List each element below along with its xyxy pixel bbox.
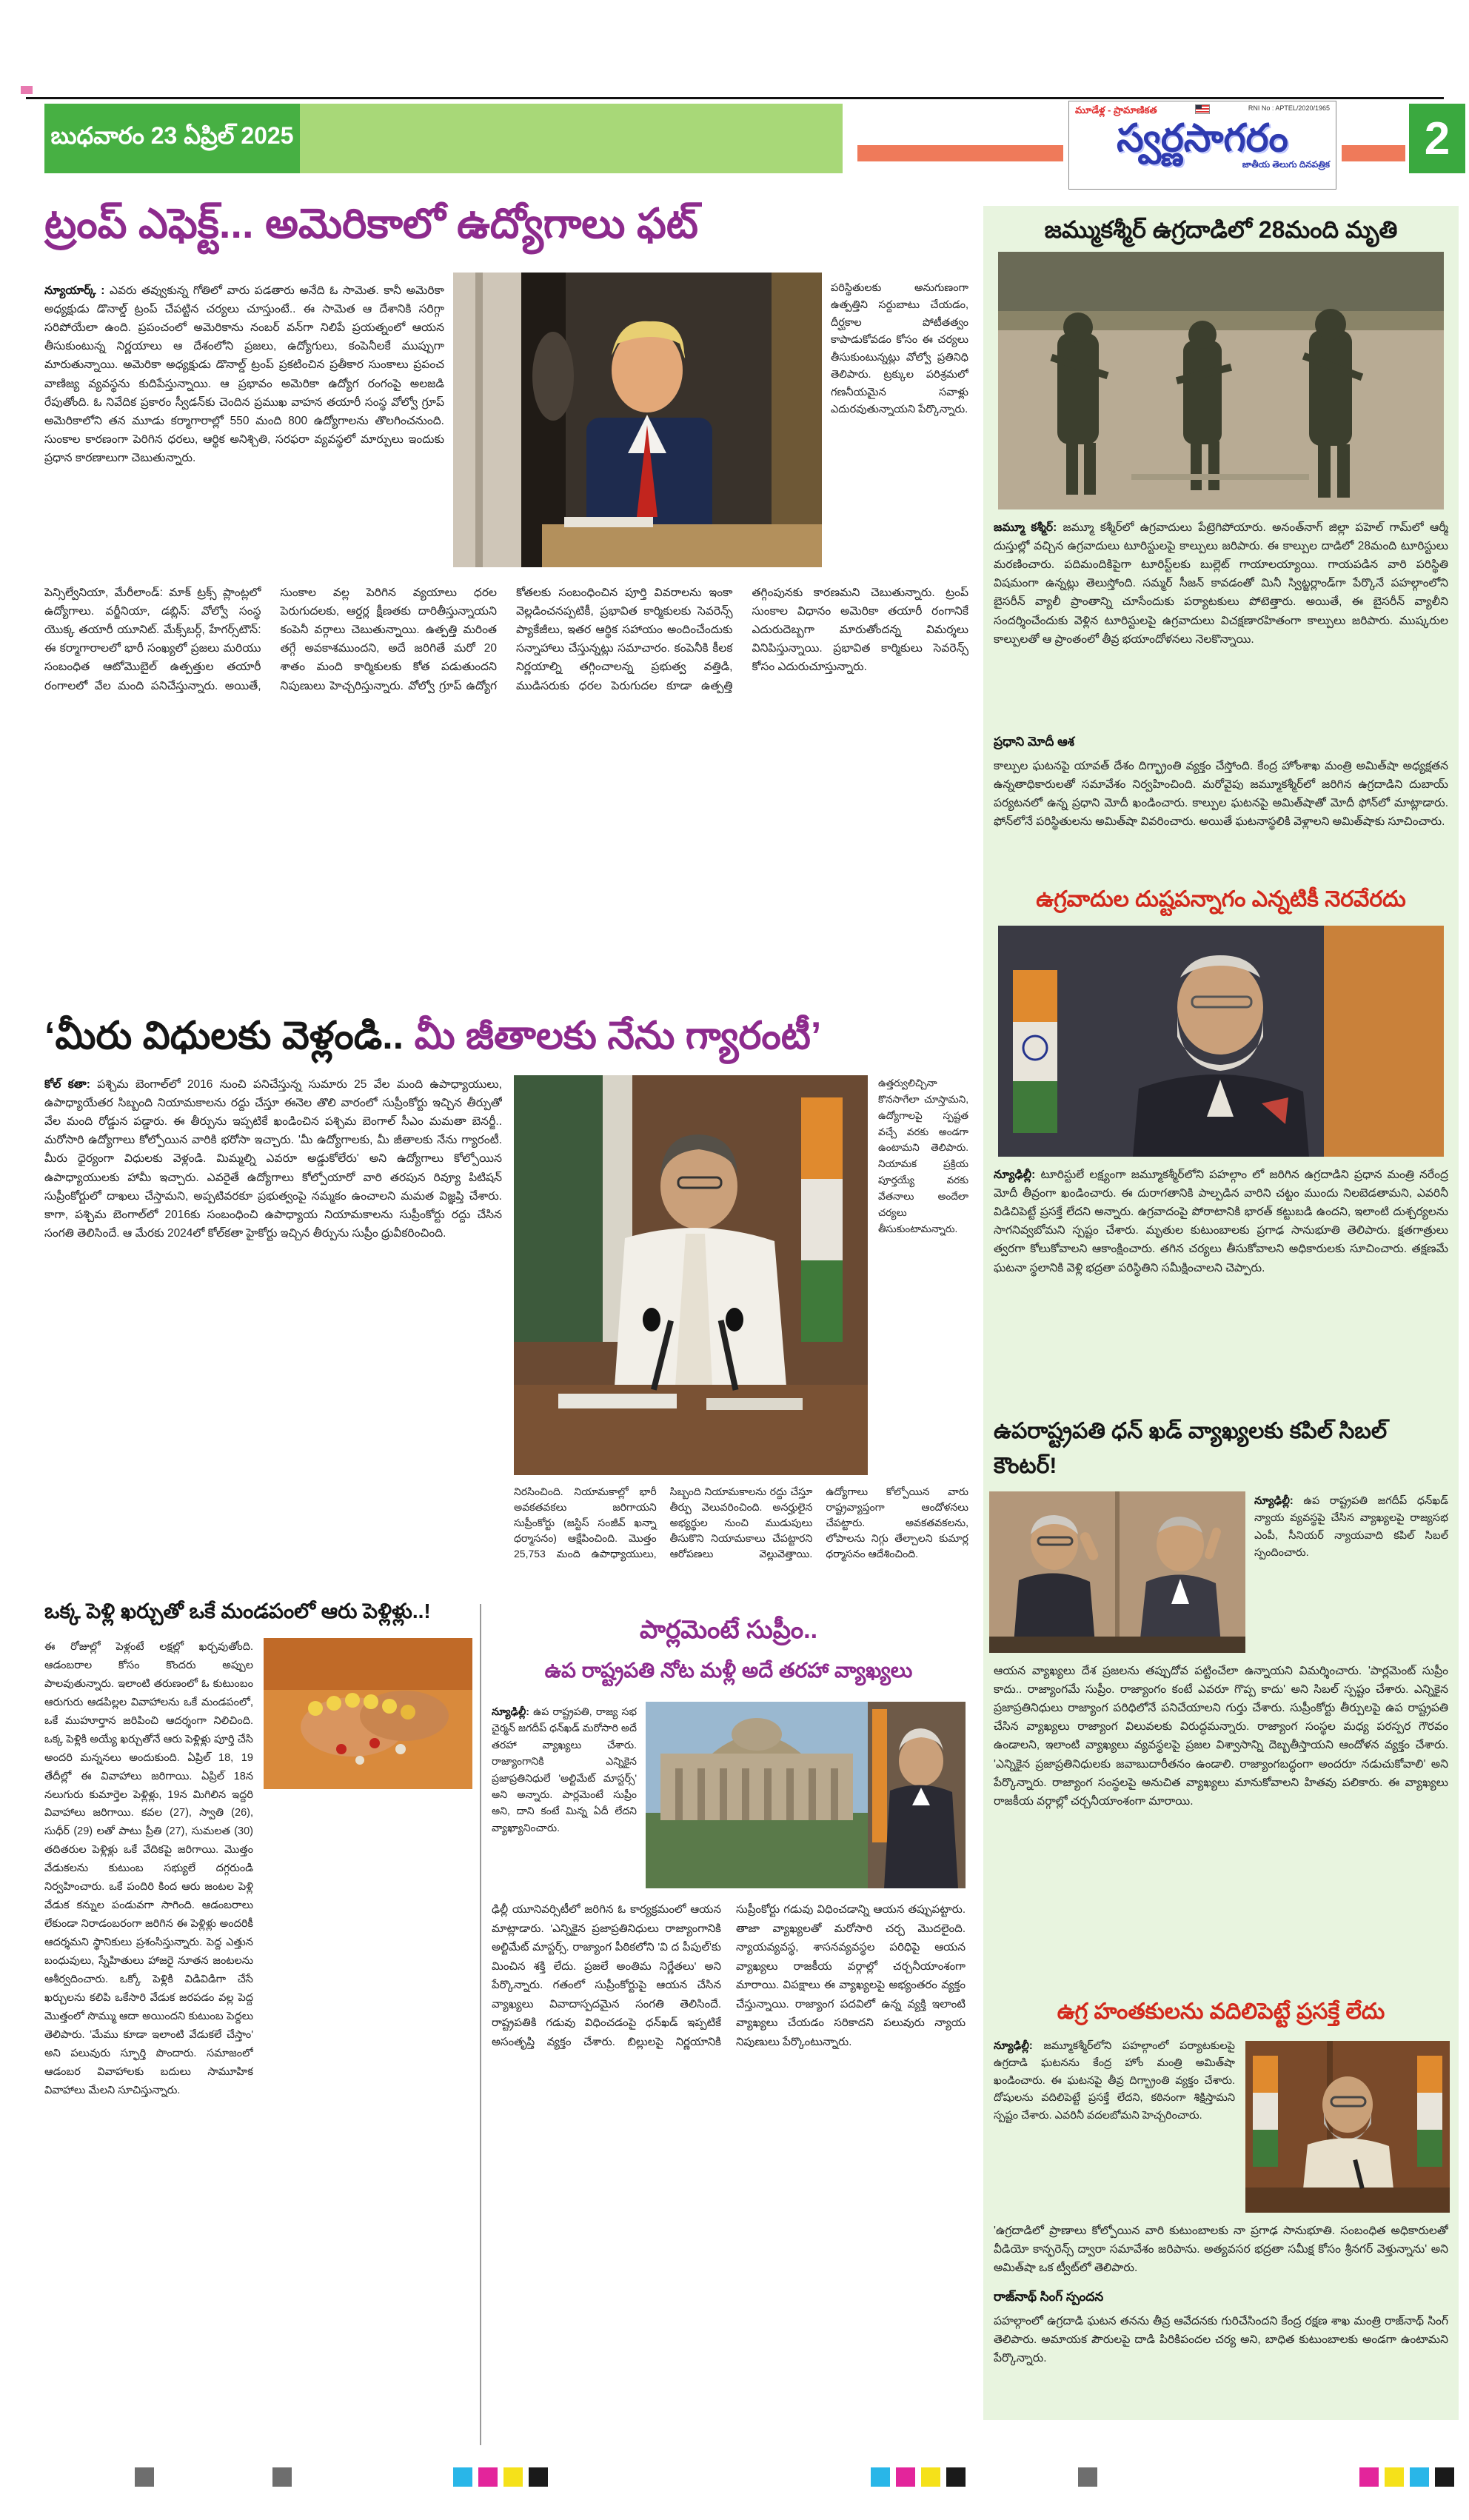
parliament-body-bottom: ఢిల్లీ యూనివర్సిటీలో జరిగిన ఓ కార్యక్రమంలో ఆయన మాట్లాడారు. 'ఎన్నికైన ప్రజాప్రతినిధులు రాజ్యాంగానికి అల్టిమేట్ మాస్టర్స్. రాజ్యాంగ పీఠికలోని 'వి ద పీపుల్'కు మించిన శక్తి లేదు. ప్రజలే అంతిమ నిర్ణేతలు' అని పేర్కొన్నారు. గతంలో సుప్రీంకోర్టుపై ఆయన చేసిన వ్యాఖ్యలు వివాదాస్పదమైన సంగతి తెలిసిందే. రాష్ట్రపతికి గడువు విధించడంపై ధన్‌ఖడ్ ఇప్పటికే అసంతృప్తి వ్యక్తం చేశారు. బిల్లులపై నిర్ణయానికి సుప్రీంకోర్టు గడువు విధించడాన్ని ఆయన తప్పుపట్టారు. తాజా వ్యాఖ్యలతో మరోసారి చర్చ మొదలైంది. న్యాయవ్యవస్థ, శాసనవ్యవస్థల పరిధిపై ఆయన వ్యాఖ్యలు రాజకీయ వర్గాల్లో చర్చనీయాంశంగా మారాయి. విపక్షాలు ఈ వ్యాఖ్యలపై అభ్యంతరం వ్యక్తం చేస్తున్నాయి. రాజ్యాంగ పదవిలో ఉన్న వ్యక్తి ఇలాంటి వ్యాఖ్యలు చేయడం సరికాదని పలువురు న్యాయ నిపుణులు పేర్కొంటున్నారు. — [492, 1903, 966, 2048]
print-mark-cyan — [871, 2467, 890, 2487]
column-divider — [480, 1604, 481, 2445]
sibal-dhankhar-photo — [989, 1491, 1245, 1653]
wedding-photo — [264, 1638, 472, 1789]
modi-dateline: న్యూఢిల్లీ: — [994, 1169, 1041, 1181]
sibal-body-side: న్యూఢిల్లీ: ఉప రాష్ట్రపతి జగదీప్ ధన్‌ఖడ్ న్యాయ వ్యవస్థపై చేసిన వ్యాఖ్యలపై రాజ్యసభ ఎంపీ, సీనియర్ న్యాయవాది కపిల్ సిబల్ స్పందించారు. — [1254, 1495, 1448, 1560]
mamata-headline-purple: మీ జీతాలకు నేను గ్యారంటీ’ — [414, 1015, 822, 1057]
print-mark-black — [1435, 2467, 1454, 2487]
date-bar — [44, 104, 300, 173]
print-mark-magenta — [1359, 2467, 1379, 2487]
print-mark-black — [946, 2467, 966, 2487]
trump-body-left: న్యూయార్క్ : ఎవరు తవ్వుకున్న గోతిలో వారు పడతారు అనేది ఓ సామెత. కానీ అమెరికా అధ్యక్షుడు డొనాల్డ్ ట్రంప్ చేపట్టిన చర్యలు చూస్తుంటే.. ఈ సామెత ఆ దేశానికి సరిగ్గా సరిపోయేలా ఉంది. ప్రపంచంలో అమెరికాను నంబర్ వన్‌గా నిలిపే ప్రయత్నంలో ఆయన తీసుకుంటున్న నిర్ణయాలు ఆ దేశంలోని ప్రజలు, ఉద్యోగులు, కంపెనీలకే ముప్పుగా మారుతున్నాయి. అమెరికా అధ్యక్షుడు డొనాల్డ్ ట్రంప్ ప్రకటించిన ప్రతీకార సుంకాలు ప్రపంచ వాణిజ్య వ్యవస్థను కుదిపేస్తున్నాయి. ఆ ప్రభావం అమెరికా ఉద్యోగ రంగంపై అలజడి రేపుతోంది. ఓ నివేదిక ప్రకారం స్వీడన్‌కు చెందిన ప్రముఖ వాహన తయారీ సంస్థ వోల్వో గ్రూప్ అమెరికాలోని తన మూడు కర్మాగారాల్లో 550 మంది 800 ఉద్యోగాలను తొలగించనుంది. సుంకాల కారణంగా పెరిగిన ధరలు, ఆర్థిక అనిశ్చితి, సరఫరా వ్యవస్థలో మార్పులు ఇందుకు ప్రధాన కారణాలుగా చెబుతున్నారు. — [44, 284, 444, 464]
masthead-right-bar — [1342, 145, 1405, 161]
kashmir-subhead: ప్రధాని మోదీ ఆశ — [994, 735, 1074, 749]
modi-body: న్యూఢిల్లీ: టూరిస్టులే లక్ష్యంగా జమ్మూకశ్మీర్‌లోని పహల్గాం లో జరిగిన ఉగ్రదాడిని ప్రధాన మంత్రి నరేంద్ర మోదీ తీవ్రంగా ఖండించారు. ఈ దురాగతానికి పాల్పడిన వారిని చట్టం ముందు నిలబెడతామని, ఎవరినీ విడిచిపెట్టే ప్రసక్తే లేదని అన్నారు. ఉగ్రవాదంపై పోరాటానికి భారత్ కట్టుబడి ఉందని, ఇలాంటి దుశ్చర్యలను సాగనివ్వబోమని స్పష్టం చేశారు. మృతుల కుటుంబాలకు ప్రగాఢ సానుభూతి తెలిపారు. క్షతగాత్రులు త్వరగా కోలుకోవాలని ఆకాంక్షించారు. తగిన చర్యలు తీసుకోవాలని అధికారులకు సూచించారు. తక్షణమే ఘటనా స్థలానికి వెళ్లి భద్రతా పరిస్థితిని సమీక్షించాలని చెప్పారు. — [994, 1169, 1448, 1274]
mamata-dateline: కోల్ కతా: — [44, 1078, 98, 1091]
shah-dateline: న్యూఢిల్లీ: — [994, 2040, 1044, 2052]
wedding-body: ఈ రోజుల్లో పెళ్లంటే లక్షల్లో ఖర్చవుతోంది. ఆడంబరాల కోసం కొందరు అప్పుల పాలవుతున్నారు. ఇలాంటి తరుణంలో ఓ కుటుంబం ఆరుగురు ఆడపిల్లల వివాహాలను ఒకే మండపంలో, ఒకే ముహూర్తాన జరిపించి ఆదర్శంగా నిలిచింది. ఒక్క పెళ్లికి అయ్యే ఖర్చుతోనే ఆరు పెళ్లిళ్లు పూర్తి చేసి అందరి మన్ననలు అందుకుంది. ఏప్రిల్ 18, 19 తేదీల్లో ఈ వివాహాలు జరిగాయి. ఏప్రిల్ 18న నలుగురు కుమార్తెల పెళ్లిళ్లు, 19న మిగిలిన ఇద్దరి వివాహాలు జరిగాయి. కవల (27), స్వాతి (26), సుధీర్ (29) లతో పాటు ప్రీతి (27), సుమలత (30) తదితరుల పెళ్లిళ్లు ఒకే వేదికపై జరిగాయి. మొత్తం వేడుకలను కుటుంబ సభ్యులే దగ్గరుండి నిర్వహించారు. ఒకే పందిరి కింద ఆరు జంటల పెళ్లి వేడుక కన్నుల పండువగా సాగింది. ఆడంబరాలు లేకుండా నిరాడంబరంగా జరిగిన ఈ పెళ్లిళ్లు అందరికీ ఆదర్శమని స్థానికులు ప్రశంసిస్తున్నారు. పెద్ద ఎత్తున బంధువులు, స్నేహితులు హాజరై నూతన జంటలను ఆశీర్వదించారు. ఒక్కో పెళ్లికి విడివిడిగా చేసే ఖర్చులను కలిపి ఒకేసారి వేడుక జరపడం వల్ల పెద్ద మొత్తంలో సొమ్ము ఆదా అయిందని కుటుంబ పెద్దలు తెలిపారు. 'మేము కూడా ఇలాంటి వేడుకలే చేస్తాం' అని పలువురు స్ఫూర్తి పొందారు. సమాజంలో ఆడంబర వివాహాలకు బదులు సామూహిక వివాహాలు మేలని సూచిస్తున్నారు. — [44, 1641, 253, 2096]
print-mark-cyan — [453, 2467, 472, 2487]
print-mark-magenta — [478, 2467, 498, 2487]
trump-photo — [453, 273, 822, 567]
print-mark-yellow — [921, 2467, 940, 2487]
sibal-headline: ఉపరాష్ట్రపతి ధన్ ఖడ్ వ్యాఖ్యలకు కపిల్ సిబల్ కౌంటర్! — [994, 1419, 1388, 1478]
masthead-left-bar — [857, 145, 1063, 161]
page-number-box — [1409, 104, 1465, 173]
print-mark-magenta — [896, 2467, 915, 2487]
print-mark-gray — [1078, 2467, 1097, 2487]
mamata-headline — [44, 1012, 970, 1069]
mamata-body-right: ఉత్తర్వులిచ్చినా కొనసాగేలా చూస్తామని, ఉద్యోగాలపై స్పష్టత వచ్చే వరకు అండగా ఉంటామని తెలిపారు. నియామక ప్రక్రియ పూర్తయ్యే వరకు వేతనాలు అందేలా చర్యలు తీసుకుంటామన్నారు. — [878, 1077, 968, 1234]
rajnath-subhead: రాజ్‌నాథ్ సింగ్ స్పందన — [994, 2290, 1104, 2304]
print-mark-gray — [135, 2467, 154, 2487]
mamata-photo — [514, 1075, 868, 1475]
kashmir-dateline: జమ్మూ కశ్మీర్: — [994, 521, 1063, 534]
parliament-dateline: న్యూఢిల్లీ: — [492, 1705, 534, 1717]
trump-body-right: పరిస్థితులకు అనుగుణంగా ఉత్పత్తిని సర్దుబాటు చేయడం, దీర్ఘకాల పోటీతత్వం కాపాడుకోవడం కోసం ఈ చర్యలు తీసుకుంటున్నట్లు వోల్వో ప్రతినిధి తెలిపారు. ట్రక్కుల పరిశ్రమలో గణనీయమైన సవాళ్లు ఎదురవుతున్నాయని పేర్కొన్నారు. — [831, 282, 968, 416]
kashmir-body-2: కాల్పుల ఘటనపై యావత్ దేశం దిగ్భ్రాంతి వ్యక్తం చేస్తోంది. కేంద్ర హోంశాఖ మంత్రి అమిత్‌షా అధ్యక్షతన ఉన్నతాధికారులతో సమావేశం నిర్వహించింది. మరోవైపు జమ్మూకశ్మీర్‌లో జరిగిన ఉగ్రదాడిని దుబాయ్ పర్యటనలో ఉన్న ప్రధాని మోదీ ఖండించారు. కాల్పుల ఘటనపై అమిత్‌షాతో మోదీ ఫోన్‌లో మాట్లాడారు. ఫోన్‌లోనే పరిస్థితులను అమిత్‌షా వివరించారు. అయితే ఘటనాస్థలికి వెళ్లాలని అమిత్‌షాకు సూచించారు. — [994, 760, 1448, 829]
trump-dateline: న్యూయార్క్ : — [44, 284, 110, 297]
masthead-tagline-bottom: జాతీయ తెలుగు దినపత్రిక — [1242, 158, 1330, 170]
page-date: బుధవారం 23 ఏప్రిల్ 2025 — [50, 121, 294, 149]
trump-headline: ట్రంప్ ఎఫెక్ట్... అమెరికాలో ఉద్యోగాలు ఫట్ — [44, 200, 698, 247]
kashmir-body-1: జమ్మూ కశ్మీర్: జమ్మూ కశ్మీర్‌లో ఉగ్రవాదులు పేట్రెగిపోయారు. అనంత్‌నాగ్ జిల్లా పహెల్ గామ్‌లో ఆర్మీ దుస్తుల్లో వచ్చిన ఉగ్రవాదులు టూరిస్టులపై కాల్పులు జరిపారు. ఈ కాల్పుల దాడిలో 28మంది టూరిస్టులు మరణించారు. పదిమందికిపైగా టూరిస్ట్‌లకు బుల్లెట్ గాయాలయ్యాయి. గాయపడిన వారి పరిస్థితి విషమంగా ఉన్నట్లు తెలుస్తోంది. సమ్మర్ సీజన్ కావడంతో మినీ స్విట్జర్లాండ్‌గా పేర్కొనే పహల్గాంలోని బైసరీన్ వ్యాలీ ప్రాంతాన్ని చూసేందుకు పర్యాటకులు పోటెత్తారు. అయితే, ఈ బైసరీన్ వ్యాలీని సందర్శించేందుకు వెళ్లిన టూరిస్టులపై ఉగ్రవాదులు విచక్షణారహితంగా కాల్పులు జరిపారు. ముష్కరుల కాల్పులతో ఆ ప్రాంతంలో తీవ్ర భయాందోళనలు నెలకొన్నాయి. — [994, 521, 1448, 646]
print-mark-cyan — [1410, 2467, 1429, 2487]
wedding-article — [44, 1638, 472, 2447]
registration-mark-topleft — [21, 86, 33, 94]
shah-body-cont: 'ఉగ్రదాడిలో ప్రాణాలు కోల్పోయిన వారి కుటుంబాలకు నా ప్రగాఢ సానుభూతి. సంబంధిత అధికారులతో వీడియో కాన్ఫరెన్స్ ద్వారా సమావేశం జరిపాను. అత్యవసర భద్రతా సమీక్ష కోసం శ్రీనగర్ వెళ్తున్నాను' అని అమిత్‌షా ఒక ట్వీట్‌లో తెలిపారు. — [994, 2225, 1448, 2275]
date-bar-extension — [300, 104, 843, 173]
sibal-dateline: న్యూఢిల్లీ: — [1254, 1495, 1304, 1507]
page-number: 2 — [1424, 113, 1450, 164]
wedding-headline: ఒక్క పెళ్లి ఖర్చుతో ఒకే మండపంలో ఆరు పెళ్లిళ్లు..! — [44, 1600, 431, 1622]
parliament-headline-1: పార్లమెంటే సుప్రీం.. — [639, 1616, 818, 1644]
parliament-headline-2: ఉప రాష్ట్రపతి నోట మళ్లీ అదే తరహా వ్యాఖ్యలు — [544, 1659, 913, 1682]
print-mark-yellow — [1385, 2467, 1404, 2487]
print-mark-black — [529, 2467, 548, 2487]
mamata-body-bottom: నిరసించింది. నియామకాల్లో భారీ అవకతవకలు జరిగాయని సుప్రీంకోర్టు (జస్టిస్ సంజీవ్ ఖన్నా ధర్మాసనం) ఆక్షేపించింది. మొత్తం 25,753 మంది ఉపాధ్యాయులు, సిబ్బంది నియామకాలను రద్దు చేస్తూ తీర్పు వెలువరించింది. అనర్హులైన అభ్యర్థుల నుంచి ముడుపులు తీసుకొని నియామకాలు చేపట్టారని ఆరోపణలు వెల్లువెత్తాయి. ఉద్యోగాలు కోల్పోయిన వారు రాష్ట్రవ్యాప్తంగా ఆందోళనలు చేపట్టారు. అవకతవకలను, లోపాలను నిగ్గు తేల్చాలని కుమార్ల ధర్మాసనం ఆదేశించింది. — [514, 1485, 968, 1560]
masthead-tagline-top: మూడేళ్ల - ప్రామాణికత — [1075, 104, 1157, 116]
trump-body-bottom: పెన్సిల్వేనియా, మేరీలాండ్: మాక్ ట్రక్స్ ప్లాంట్లలో ఉద్యోగాలు. వర్జీనియా, డబ్లిన్: వోల్వో సంస్థ యొక్క తయారీ యూనిట్. మేక్స్‌బర్గ్, హేగర్స్‌టౌన్: ఈ కర్మాగారాలలో భారీ సంఖ్యలో ప్రజలు మరియు సంబంధిత ఆటోమొబైల్ ఉత్పత్తుల తయారీ రంగాలలో వేల మంది పనిచేస్తున్నారు. అయితే, సుంకాల వల్ల పెరిగిన వ్యయాలు ధరల పెరుగుదలకు, ఆర్డర్ల క్షీణతకు దారితీస్తున్నాయని కంపెనీ వర్గాలు చెబుతున్నాయి. ఉత్పత్తి మరింత తగ్గే అవకాశముందని, అదే జరిగితే మరో 20 శాతం మంది కార్మికులకు కోత పడుతుందని నిపుణులు హెచ్చరిస్తున్నారు. వోల్వో గ్రూప్ ఉద్యోగ కోతలకు సంబంధించిన పూర్తి వివరాలను ఇంకా వెల్లడించనప్పటికీ, ప్రభావిత కార్మికులకు సెవరెన్స్ ప్యాకేజీలు, ఇతర ఆర్థిక సహాయం అందించేందుకు సన్నాహాలు చేస్తున్నట్లు సమాచారం. కంపెనీకి కీలక నిర్ణయాల్ని తగ్గించాలన్న ప్రభుత్వ వత్తిడి, ముడిసరుకు ధరల పెరుగుదల కూడా ఉత్పత్తి తగ్గింపునకు కారణమని చెబుతున్నారు. ట్రంప్ సుంకాల విధానం అమెరికా తయారీ రంగానికే ఎదురుదెబ్బగా మారుతోందన్న విమర్శలు వినిపిస్తున్నాయి. ప్రభావిత కార్మికులు సెవరెన్స్ కోసం ఎదురుచూస్తున్నారు. — [44, 586, 968, 692]
rajnath-body: పహల్గాంలో ఉగ్రదాడి ఘటన తనను తీవ్ర ఆవేదనకు గురిచేసిందని కేంద్ర రక్షణ శాఖ మంత్రి రాజ్‌నాథ్ సింగ్ తెలిపారు. అమాయక పౌరులపై దాడి పిరికిపందల చర్య అని, బాధిత కుటుంబాలకు అండగా ఉంటామని పేర్కొన్నారు. — [994, 2315, 1448, 2365]
modi-headline: ఉగ్రవాదుల దుష్టపన్నాగం ఎన్నటికీ నెరవేరదు — [1036, 887, 1406, 912]
shah-body-side: న్యూఢిల్లీ: జమ్మూకశ్మీర్‌లోని పహల్గాంలో పర్యాటకులపై ఉగ్రదాడి ఘటనను కేంద్ర హోం మంత్రి అమిత్‌షా ఖండించారు. ఈ ఘటనపై తీవ్ర దిగ్భ్రాంతి వ్యక్తం చేశారు. దోషులను వదిలిపెట్టే ప్రసక్తే లేదని, కఠినంగా శిక్షిస్తామని స్పష్టం చేశారు. ఎవరినీ వదలబోమని హెచ్చరించారు. — [994, 2040, 1235, 2122]
print-mark-gray — [272, 2467, 292, 2487]
supreme-court-photo — [646, 1702, 966, 1888]
masthead — [1068, 101, 1336, 190]
print-mark-yellow — [503, 2467, 523, 2487]
mamata-body-left: కోల్ కతా: పశ్చిమ బెంగాల్‌లో 2016 నుంచి పనిచేస్తున్న సుమారు 25 వేల మంది ఉపాధ్యాయులు, ఉపాధ్యాయేతర సిబ్బంది నియామకాలను రద్దు చేస్తూ ఈనెల తొలి వారంలో సుప్రీంకోర్టు ఇచ్చిన తీర్పుతో వేల మంది రోడ్డున పడ్డారు. ఈ తీర్పును ఇప్పటికే ఖండించిన పశ్చిమ బెంగాల్ సీఎం మమతా బెనర్జీ.. మరోసారి ఉద్యోగాలు కోల్పోయిన వారికి భరోసా ఇచ్చారు. 'మీ ఉద్యోగాలకు, మీ జీతాలకు నేను గ్యారంటీ. మీరు ధైర్యంగా విధులకు వెళ్లండి. మిమ్మల్ని ఎవరూ అడ్డుకోలేరు' అని ఉద్యోగాలు కోల్పోయిన ఉపాధ్యాయులకు హామీ ఇచ్చారు. ఎవరైతే ఉద్యోగాలు కోల్పోయారో వారి తరపున రివ్యూ పిటిషన్ సుప్రీంకోర్టులో దాఖలు చేస్తామని, అప్పటివరకూ ప్రభుత్వంపై నమ్మకం ఉంచాలని మమత విజ్ఞప్తి చేశారు. కాగా, పశ్చిమ బెంగాల్‌లో 2016కు సంబంధించి ఉపాధ్యాయ నియామకాలను సుప్రీంకోర్టు రద్దు చేసిన సంగతి తెలిసిందే. ఆ మేరకు 2024లో కోల్‌కతా హైకోర్టు ఇచ్చిన తీర్పును సుప్రీం ధ్రువీకరించింది. — [44, 1078, 502, 1240]
masthead-rni: RNI No : APTEL/2020/1965 — [1248, 104, 1330, 112]
shah-headline: ఉగ్ర హంతకులను వదిలిపెట్టే ప్రసక్తే లేదు — [1057, 1999, 1385, 2024]
masthead-title: స్వర్ణసాగరం — [1117, 117, 1288, 160]
top-rule — [26, 97, 1444, 99]
amit-shah-photo — [1245, 2041, 1450, 2213]
flag-icon — [1195, 104, 1210, 114]
mamata-headline-black: ‘మీరు విధులకు వెళ్లండి.. — [44, 1015, 415, 1057]
kashmir-headline: జమ్ముకశ్మీర్ ఉగ్రదాడిలో 28మంది మృతి — [1044, 216, 1398, 243]
parliament-body-left: న్యూఢిల్లీ: ఉప రాష్ట్రపతి, రాజ్య సభ చైర్మన్ జగదీప్ ధన్‌ఖడ్ మరోసారి అదే తరహా వ్యాఖ్యలు చేశారు. రాజ్యాంగానికి ఎన్నికైన ప్రజాప్రతినిధులే 'అల్టిమేట్ మాస్టర్స్' అని అన్నారు. పార్లమెంటే సుప్రీం అని, దాని కంటే మిన్న ఏదీ లేదని వ్యాఖ్యానించారు. — [492, 1705, 637, 1834]
sibal-body-main: ఆయన వ్యాఖ్యలు దేశ ప్రజలను తప్పుదోవ పట్టించేలా ఉన్నాయని విమర్శించారు. 'పార్లమెంట్ సుప్రీం కాదు.. రాజ్యాంగమే సుప్రీం. రాజ్యాంగం కంటే ఎవరూ గొప్ప కాదు' అని సిబల్ స్పష్టం చేశారు. ఎన్నికైన ప్రజాప్రతినిధులు రాజ్యాంగ పరిధిలోనే పనిచేయాలని గుర్తు చేశారు. సుప్రీంకోర్టు తీర్పులపై ఉప రాష్ట్రపతి చేసిన వ్యాఖ్యలు రాజ్యాంగ విలువలకు విరుద్ధమన్నారు. రాజ్యాంగ సంస్థల మధ్య పరస్పర గౌరవం ఉండాలని, ఇలాంటి వ్యాఖ్యలు వ్యవస్థలపై ప్రజల విశ్వాసాన్ని దెబ్బతీస్తాయని ఆందోళన వ్యక్తం చేశారు. 'ఎన్నికైన ప్రజాప్రతినిధులకు జవాబుదారీతనం ఉండాలి. రాజ్యాంగబద్ధంగా అందరూ నడుచుకోవాలి' అని పేర్కొన్నారు. రాజ్యాంగ సంస్థలపై అనుచిత వ్యాఖ్యలు మానుకోవాలని హితవు పలికారు. ఈ వ్యాఖ్యలు రాజకీయ వర్గాల్లో చర్చనీయాంశంగా మారాయి. — [994, 1665, 1448, 1808]
kashmir-soldiers-photo — [998, 252, 1444, 509]
modi-photo — [998, 926, 1444, 1157]
